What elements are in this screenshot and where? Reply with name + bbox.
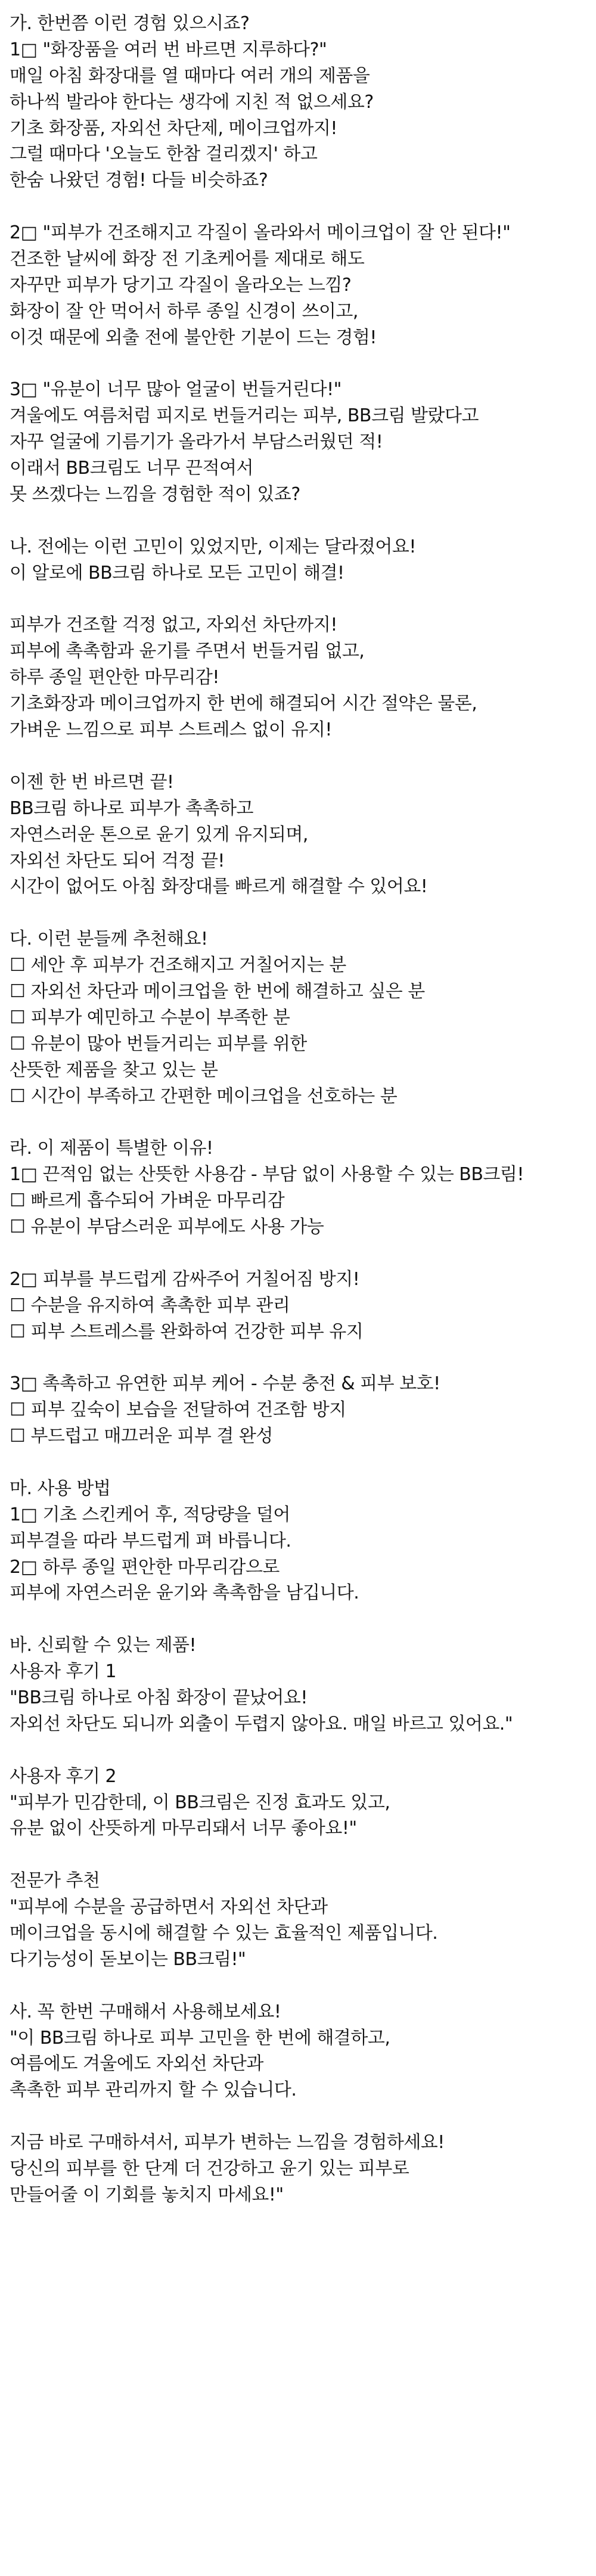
text-line: 촉촉한 피부 관리까지 할 수 있습니다. — [10, 2080, 297, 2101]
text-line: 바. 신뢰할 수 있는 제품! — [10, 1635, 197, 1656]
text-line: 전문가 추천 — [10, 1870, 100, 1892]
paragraph-gap — [10, 2103, 596, 2130]
text-line: 다기능성이 돋보이는 BB크림!" — [10, 1948, 246, 1970]
text-line: 가벼운 느낌으로 피부 스트레스 없이 유지! — [10, 719, 332, 741]
text-line: 만들어줄 이 기회를 놓치지 마세요!" — [10, 2184, 284, 2205]
text-line: ☐ 유분이 부담스러운 피부에도 사용 가능 — [10, 1216, 324, 1237]
paragraph-gap — [10, 1842, 596, 1868]
paragraph-block — [10, 612, 596, 743]
text-line: 2□ 하루 종일 편안한 마무리감으로 — [10, 1556, 280, 1578]
text-line: 겨울에도 여름처럼 피지로 번들거리는 피부, BB크림 발랐다고 — [10, 405, 479, 427]
paragraph-gap — [10, 1606, 596, 1632]
paragraph-block — [10, 2130, 596, 2208]
text-line: "BB크림 하나로 아침 화장이 끝났어요! — [10, 1687, 308, 1708]
text-line: 다. 이런 분들께 추천해요! — [10, 929, 208, 950]
text-line: 사용자 후기 1 — [10, 1661, 117, 1683]
paragraph-block — [10, 1267, 596, 1345]
text-line: 하루 종일 편안한 마무리감! — [10, 667, 219, 688]
paragraph-gap — [10, 1240, 596, 1267]
text-line: 화장이 잘 안 먹어서 하루 종일 신경이 쓰이고, — [10, 300, 358, 322]
text-line: 자연스러운 톤으로 윤기 있게 유지되며, — [10, 824, 308, 845]
text-line: 자꾸 얼굴에 기름기가 올라가서 부담스러웠던 적! — [10, 432, 383, 453]
paragraph-block — [10, 1135, 596, 1240]
paragraph-block — [10, 1999, 596, 2104]
paragraph-gap — [10, 508, 596, 534]
text-line: ☐ 피부 깊숙이 보습을 전달하여 건조함 방지 — [10, 1399, 346, 1421]
text-line: "피부에 수분을 공급하면서 자외선 차단과 — [10, 1897, 328, 1918]
text-line: 2□ 피부를 부드럽게 감싸주어 거칠어짐 방지! — [10, 1268, 360, 1290]
text-line: 피부에 촉촉함과 윤기를 주면서 번들거림 없고, — [10, 641, 365, 662]
paragraph-gap — [10, 1973, 596, 1999]
text-line: 나. 전에는 이런 고민이 있었지만, 이제는 달라졌어요! — [10, 536, 416, 557]
paragraph-gap — [10, 1345, 596, 1371]
text-line: 산뜻한 제품을 찾고 있는 분 — [10, 1059, 218, 1081]
text-line: 피부가 건조할 걱정 없고, 자외선 차단까지! — [10, 614, 337, 636]
text-line: 기초 화장품, 자외선 차단제, 메이크업까지! — [10, 117, 337, 139]
paragraph-block — [10, 534, 596, 586]
paragraph-gap — [10, 1450, 596, 1476]
text-line: ☐ 유분이 많아 번들거리는 피부를 위한 — [10, 1033, 307, 1054]
text-line: 자꾸만 피부가 당기고 각질이 올라오는 느낌? — [10, 274, 352, 296]
text-line: 한숨 나왔던 경험! 다들 비슷하죠? — [10, 170, 268, 191]
text-line: 이젠 한 번 바르면 끝! — [10, 771, 174, 793]
paragraph-block — [10, 1868, 596, 1973]
text-line: ☐ 피부 스트레스를 완화하여 건강한 피부 유지 — [10, 1321, 364, 1342]
text-line: ☐ 수분을 유지하여 촉촉한 피부 관리 — [10, 1295, 290, 1316]
paragraph-block — [10, 220, 596, 350]
paragraph-block — [10, 1371, 596, 1450]
text-line: 이것 때문에 외출 전에 불안한 기분이 드는 경험! — [10, 327, 377, 348]
text-line: 자외선 차단도 되어 걱정 끝! — [10, 850, 225, 871]
text-line: ☐ 부드럽고 매끄러운 피부 결 완성 — [10, 1426, 273, 1447]
paragraph-gap — [10, 586, 596, 613]
text-line: 여름에도 겨울에도 자외선 차단과 — [10, 2053, 263, 2075]
text-line: "피부가 민감한데, 이 BB크림은 진정 효과도 있고, — [10, 1792, 390, 1813]
text-line: 사용자 후기 2 — [10, 1765, 117, 1787]
text-line: 피부결을 따라 부드럽게 펴 바릅니다. — [10, 1530, 291, 1551]
paragraph-block — [10, 1476, 596, 1606]
text-line: 기초화장과 메이크업까지 한 번에 해결되어 시간 절약은 물론, — [10, 693, 477, 715]
text-line: 못 쓰겠다는 느낌을 경험한 적이 있죠? — [10, 484, 300, 505]
text-line: 1□ "화장품을 여러 번 바르면 지루하다?" — [10, 39, 327, 60]
text-line: 매일 아침 화장대를 열 때마다 여러 개의 제품을 — [10, 65, 370, 86]
paragraph-block — [10, 11, 596, 194]
text-line: 건조한 날씨에 화장 전 기초케어를 제대로 해도 — [10, 249, 365, 270]
paragraph-gap — [10, 1109, 596, 1135]
text-line: 가. 한번쯤 이런 경험 있으시죠? — [10, 13, 250, 34]
paragraph-gap — [10, 351, 596, 377]
text-line: 하나씩 발라야 한다는 생각에 지친 적 없으세요? — [10, 91, 374, 113]
text-line: "이 BB크림 하나로 피부 고민을 한 번에 해결하고, — [10, 2027, 390, 2049]
text-line: 유분 없이 산뜻하게 마무리돼서 너무 좋아요!" — [10, 1818, 357, 1839]
text-line: 그럴 때마다 '오늘도 한참 걸리겠지' 하고 — [10, 144, 318, 165]
text-line: 3□ 촉촉하고 유연한 피부 케어 - 수분 충전 & 피부 보호! — [10, 1373, 440, 1395]
text-line: 라. 이 제품이 특별한 이유! — [10, 1138, 213, 1159]
paragraph-block — [10, 926, 596, 1109]
text-line: ☐ 시간이 부족하고 간편한 메이크업을 선호하는 분 — [10, 1085, 398, 1107]
paragraph-gap — [10, 743, 596, 769]
text-line: 3□ "유분이 너무 많아 얼굴이 번들거린다!" — [10, 379, 342, 401]
text-line: BB크림 하나로 피부가 촉촉하고 — [10, 797, 254, 819]
text-line: 마. 사용 방법 — [10, 1478, 111, 1499]
text-line: 당신의 피부를 한 단계 더 건강하고 윤기 있는 피부로 — [10, 2158, 409, 2180]
paragraph-gap — [10, 194, 596, 220]
text-line: 자외선 차단도 되니까 외출이 두렵지 않아요. 매일 바르고 있어요." — [10, 1713, 513, 1734]
paragraph-gap — [10, 1737, 596, 1764]
text-line: 시간이 없어도 아침 화장대를 빠르게 해결할 수 있어요! — [10, 876, 428, 898]
text-line: ☐ 자외선 차단과 메이크업을 한 번에 해결하고 싶은 분 — [10, 980, 425, 1002]
text-line: 피부에 자연스러운 윤기와 촉촉함을 남깁니다. — [10, 1582, 359, 1604]
text-line: 지금 바로 구매하셔서, 피부가 변하는 느낌을 경험하세요! — [10, 2132, 445, 2153]
text-line: ☐ 빠르게 흡수되어 가벼운 마무리감 — [10, 1190, 285, 1212]
text-line: 메이크업을 동시에 해결할 수 있는 효율적인 제품입니다. — [10, 1923, 438, 1944]
paragraph-block — [10, 377, 596, 507]
text-line: ☐ 세안 후 피부가 건조해지고 거칠어지는 분 — [10, 955, 346, 976]
text-line: 1□ 기초 스킨케어 후, 적당량을 덜어 — [10, 1504, 290, 1525]
text-line: ☐ 피부가 예민하고 수분이 부족한 분 — [10, 1007, 290, 1028]
text-line: 1□ 끈적임 없는 산뜻한 사용감 - 부담 없이 사용할 수 있는 BB크림! — [10, 1164, 524, 1185]
text-line: 이 알로에 BB크림 하나로 모든 고민이 해결! — [10, 562, 344, 584]
text-line: 사. 꼭 한번 구매해서 사용해보세요! — [10, 2001, 281, 2022]
paragraph-block — [10, 769, 596, 900]
paragraph-block — [10, 1764, 596, 1842]
paragraph-block — [10, 1632, 596, 1737]
paragraph-gap — [10, 900, 596, 926]
text-line: 이래서 BB크림도 너무 끈적여서 — [10, 458, 254, 479]
text-line: 2□ "피부가 건조해지고 각질이 올라와서 메이크업이 잘 안 된다!" — [10, 222, 511, 244]
